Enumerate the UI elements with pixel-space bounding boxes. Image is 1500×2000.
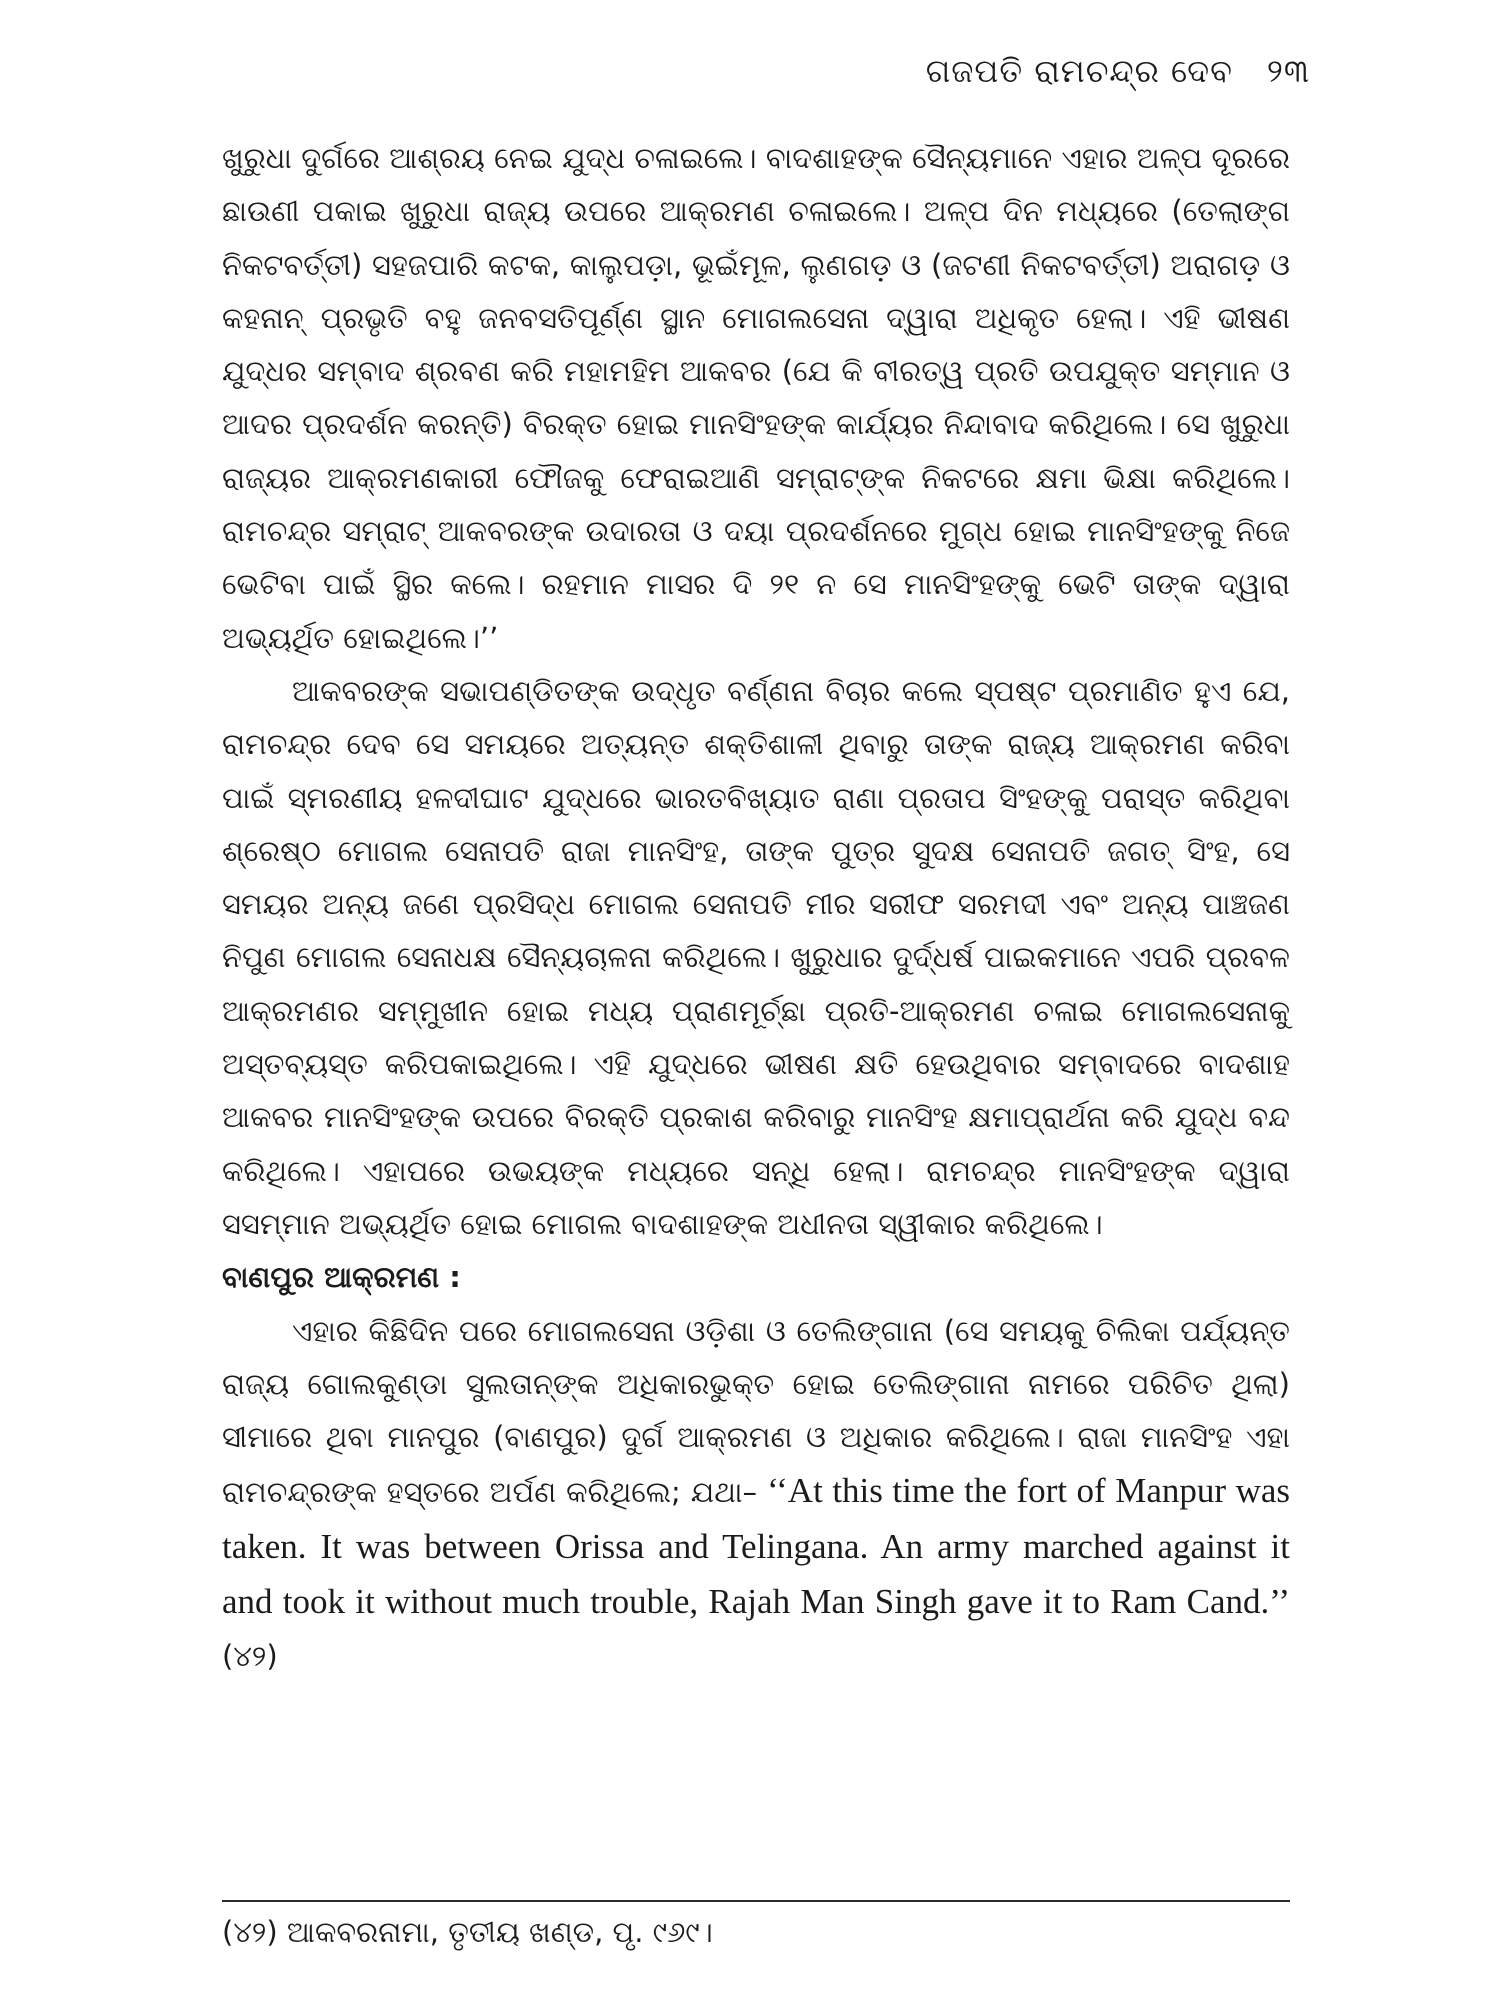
body-text — [222, 132, 1290, 1684]
section-heading: ବାଣପୁର ଆକ୍ରମଣ : — [222, 1260, 461, 1295]
paragraph-3-odia: ଏହାର କିଛିଦିନ ପରେ ମୋଗଲସେନା ଓଡ଼ିଶା ଓ ତେଲିଙ୍ଗାନା (ସେ ସମୟକୁ ଚିଲିକା ପର୍ଯ୍ୟନ୍ତ ରାଜ୍ୟ ଗୋଲକୁଣ୍ଡା ସୁଲତାନ୍‌ଙ୍କ ଅଧିକାରଭୁକ୍ତ ହୋଇ ତେଲିଙ୍ଗାନା ନାମରେ ପରିଚିତ ଥିଲା) ସୀମାରେ ଥିବା ମାନପୁର (ବାଣପୁର) ଦୁର୍ଗ ଆକ୍ରମଣ ଓ ଅଧିକାର କରିଥିଲେ। ରାଜା ମାନସିଂହ ଏହା ରାମଚନ୍ଦ୍ରଙ୍କ ହସ୍ତରେ ଅର୍ପଣ କରିଥିଲେ; ଯଥା– — [222, 1313, 1290, 1510]
footnote-divider — [222, 1900, 1290, 1902]
running-header — [926, 52, 1310, 91]
page-number: ୨୩ — [1266, 52, 1310, 90]
footnote-reference: (୪୨) — [222, 1639, 278, 1674]
paragraph-2: ଆକବରଙ୍କ ସଭାପଣ୍ଡିତଙ୍କ ଉଦ୍ଧୃତ ବର୍ଣ୍ଣନା ବିଚାର କଲେ ସ୍ପଷ୍ଟ ପ୍ରମାଣିତ ହୁଏ ଯେ, ରାମଚନ୍ଦ୍ର ଦେବ ସେ ସମୟରେ ଅତ୍ୟନ୍ତ ଶକ୍ତିଶାଳୀ ଥିବାରୁ ତାଙ୍କ ରାଜ୍ୟ ଆକ୍ରମଣ କରିବା ପାଇଁ ସ୍ମରଣୀୟ ହଳଦୀଘାଟ ଯୁଦ୍ଧରେ ଭାରତବିଖ୍ୟାତ ରାଣା ପ୍ରତାପ ସିଂହଙ୍କୁ ପରାସ୍ତ କରିଥିବା ଶ୍ରେଷ୍ଠ ମୋଗଲ ସେନାପତି ରାଜା ମାନସିଂହ, ତାଙ୍କ ପୁତ୍ର ସୁଦକ୍ଷ ସେନାପତି ଜଗତ୍ ସିଂହ, ସେ ସମୟର ଅନ୍ୟ ଜଣେ ପ୍ରସିଦ୍ଧ ମୋଗଲ ସେନାପତି ମୀର ସରୀଫ ସରମଦୀ ଏବଂ ଅନ୍ୟ ପାଞ୍ଚଜଣ ନିପୁଣ ମୋଗଲ ସେନାଧକ୍ଷ ସୈନ୍ୟଚାଳନା କରିଥିଲେ। ଖୁରୁଧାର ଦୁର୍ଦ୍ଧର୍ଷ ପାଇକମାନେ ଏପରି ପ୍ରବଳ ଆକ୍ରମଣର ସମ୍ମୁଖୀନ ହୋଇ ମଧ୍ୟ ପ୍ରାଣମୂର୍ଚ୍ଛା ପ୍ରତି-ଆକ୍ରମଣ ଚଳାଇ ମୋଗଲସେନାକୁ ଅସ୍ତବ୍ୟସ୍ତ କରିପକାଇଥିଲେ। ଏହି ଯୁଦ୍ଧରେ ଭୀଷଣ କ୍ଷତି ହେଉଥିବାର ସମ୍ବାଦରେ ବାଦଶାହ ଆକବର ମାନସିଂହଙ୍କ ଉପରେ ବିରକ୍ତି ପ୍ରକାଶ କରିବାରୁ ମାନସିଂହ କ୍ଷମାପ୍ରାର୍ଥନା କରି ଯୁଦ୍ଧ ବନ୍ଦ କରିଥିଲେ। ଏହାପରେ ଉଭୟଙ୍କ ମଧ୍ୟରେ ସନ୍ଧି ହେଲା। ରାମଚନ୍ଦ୍ର ମାନସିଂହଙ୍କ ଦ୍ୱାରା ସସମ୍ମାନ ଅଭ୍ୟର୍ଥିତ ହୋଇ ମୋଗଲ ବାଦଶାହଙ୍କ ଅଧୀନତା ସ୍ୱୀକାର କରିଥିଲେ। — [222, 673, 1290, 1241]
paragraph-3 — [222, 1305, 1290, 1684]
footnote: (୪୨) ଆକବରନାମା, ତୃତୀୟ ଖଣ୍ଡ, ପୃ. ୯୬୯। — [222, 1915, 713, 1949]
chapter-title: ଗଜପତି ରାମଚନ୍ଦ୍ର ଦେବ — [925, 52, 1233, 90]
paragraph-1: ଖୁରୁଧା ଦୁର୍ଗରେ ଆଶ୍ରୟ ନେଇ ଯୁଦ୍ଧ ଚଳାଇଲେ। ବାଦଶାହଙ୍କ ସୈନ୍ୟମାନେ ଏହାର ଅଳ୍ପ ଦୂରରେ ଛାଉଣୀ ପକାଇ ଖୁରୁଧା ରାଜ୍ୟ ଉପରେ ଆକ୍ରମଣ ଚଳାଇଲେ। ଅଳ୍ପ ଦିନ ମଧ୍ୟରେ (ତେଲାଙ୍ଗ ନିକଟବର୍ତ୍ତୀ) ସହଜପାରି କଟକ, କାଲୁପଡ଼ା, ଭୂଇଁମୂଳ, ଲୁଣଗଡ଼ ଓ (ଜଟଣୀ ନିକଟବର୍ତ୍ତୀ) ଅରାଗଡ଼ ଓ କହନାନ୍ ପ୍ରଭୃତି ବହୁ ଜନବସତିପୂର୍ଣ୍ଣ ସ୍ଥାନ ମୋଗଲସେନା ଦ୍ୱାରା ଅଧିକୃତ ହେଲା। ଏହି ଭୀଷଣ ଯୁଦ୍ଧର ସମ୍ବାଦ ଶ୍ରବଣ କରି ମହାମହିମ ଆକବର (ଯେ କି ବୀରତ୍ୱ ପ୍ରତି ଉପଯୁକ୍ତ ସମ୍ମାନ ଓ ଆଦର ପ୍ରଦର୍ଶନ କରନ୍ତି) ବିରକ୍ତ ହୋଇ ମାନସିଂହଙ୍କ କାର୍ଯ୍ୟର ନିନ୍ଦାବାଦ କରିଥିଲେ। ସେ ଖୁରୁଧା ରାଜ୍ୟର ଆକ୍ରମଣକାରୀ ଫୌଜକୁ ଫେରାଇଆଣି ସମ୍ରାଟ୍‌ଙ୍କ ନିକଟରେ କ୍ଷମା ଭିକ୍ଷା କରିଥିଲେ। ରାମଚନ୍ଦ୍ର ସମ୍ରାଟ୍ ଆକବରଙ୍କ ଉଦାରତା ଓ ଦୟା ପ୍ରଦର୍ଶନରେ ମୁଗ୍ଧ ହୋଇ ମାନସିଂହଙ୍କୁ ନିଜେ ଭେଟିବା ପାଇଁ ସ୍ଥିର କଲେ। ରହମାନ ମାସର ଦି ୨୧ ନ ସେ ମାନସିଂହଙ୍କୁ ଭେଟି ତାଙ୍କ ଦ୍ୱାରା ଅଭ୍ୟର୍ଥିତ ହୋଇଥିଲେ।’’ — [222, 141, 1290, 655]
english-quotation: ‘‘At this time the fort of Manpur was taken. It was between Orissa and Telingana. An army marched against it and took it without much trouble, Rajah Man Singh gave it to Ram Cand.’’ — [222, 1471, 1291, 1622]
